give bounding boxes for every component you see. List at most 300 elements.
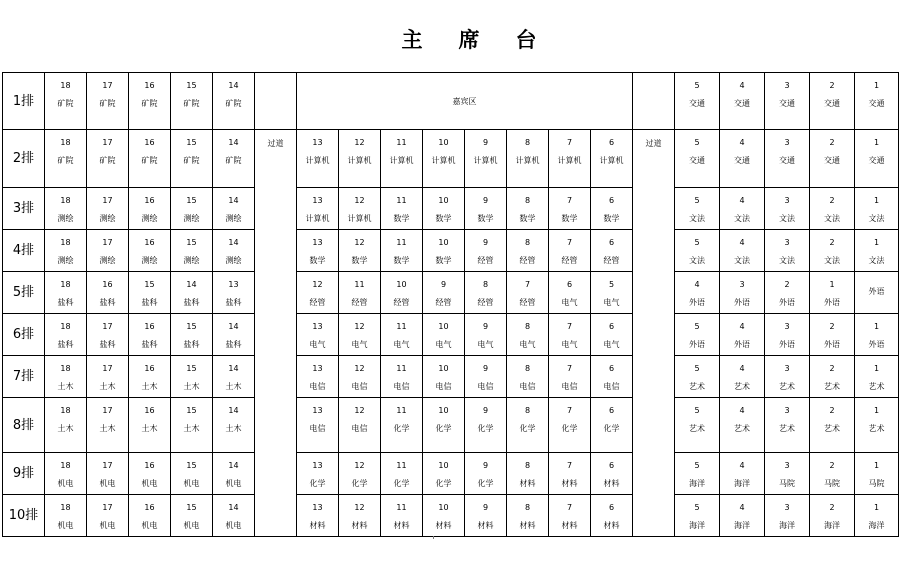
seat-cell (423, 356, 465, 398)
seat-cell (855, 495, 899, 537)
seat-cell (213, 188, 255, 230)
seat-number: 7 (566, 238, 573, 247)
row-label: 2排 (3, 130, 45, 188)
seat-cell (549, 230, 591, 272)
seat-cell (213, 398, 255, 453)
seat-number: 3 (784, 81, 790, 90)
seat-cell (381, 230, 423, 272)
seat-department: 交通 (734, 99, 750, 108)
seat-number: 2 (829, 238, 835, 247)
seat-department: 计算机 (347, 156, 372, 165)
seat-department: 海洋 (689, 479, 705, 488)
seat-department: 电气 (477, 340, 494, 349)
seat-department: 盐科 (183, 298, 200, 307)
seat-cell (297, 356, 339, 398)
seat-cell (45, 272, 87, 314)
seat-cell (810, 73, 855, 130)
seat-cell (381, 272, 423, 314)
seat-department: 矿院 (183, 156, 200, 165)
seat-number: 9 (440, 280, 447, 289)
seat-number: 6 (608, 238, 615, 247)
seat-department: 外语 (779, 340, 795, 349)
seat-department: 计算机 (305, 156, 330, 165)
seat-number: 9 (482, 503, 489, 512)
seat-cell (810, 272, 855, 314)
seat-number: 4 (739, 322, 745, 331)
seat-number: 8 (524, 138, 531, 147)
seat-number: 18 (60, 503, 71, 512)
seat-number: 6 (608, 322, 615, 331)
seat-number: 4 (739, 138, 745, 147)
seat-number: 16 (144, 503, 155, 512)
seat-department: 盐科 (99, 340, 116, 349)
seat-cell (297, 314, 339, 356)
seat-number: 10 (438, 364, 449, 373)
seat-cell (213, 272, 255, 314)
seat-cell (765, 73, 810, 130)
seat-department: 土木 (99, 424, 116, 433)
seat-department: 计算机 (305, 214, 330, 223)
seat-department: 化学 (393, 424, 410, 433)
seat-cell (129, 314, 171, 356)
seat-department: 交通 (779, 156, 795, 165)
seat-cell (765, 188, 810, 230)
seat-cell (87, 188, 129, 230)
seat-cell (855, 453, 899, 495)
seat-cell (297, 453, 339, 495)
seat-number: 4 (739, 196, 745, 205)
seat-department: 计算机 (515, 156, 540, 165)
seat-department: 外语 (734, 340, 750, 349)
row-label: 10排 (3, 495, 45, 537)
seat-number: 2 (784, 280, 790, 289)
seat-department: 外语 (824, 298, 840, 307)
seat-department: 经管 (519, 256, 536, 265)
seat-number: 3 (739, 280, 745, 289)
seat-number: 12 (354, 196, 365, 205)
seat-cell (465, 130, 507, 188)
seat-department: 盐科 (141, 298, 158, 307)
seat-department: 文法 (824, 256, 840, 265)
seat-cell (549, 398, 591, 453)
seat-row (3, 272, 899, 314)
seat-number: 5 (694, 406, 700, 415)
seat-department: 艺术 (734, 382, 750, 391)
seat-department: 机电 (183, 479, 200, 488)
seat-number: 14 (228, 138, 239, 147)
seat-cell (765, 356, 810, 398)
seat-number: 11 (396, 238, 407, 247)
seat-cell (129, 130, 171, 188)
seat-number: 3 (784, 503, 790, 512)
seat-cell (507, 314, 549, 356)
seat-number: 15 (186, 138, 197, 147)
seat-cell (675, 495, 720, 537)
seat-number: 17 (102, 503, 113, 512)
seat-number: 3 (784, 461, 790, 470)
seat-number: 13 (312, 238, 323, 247)
seat-number: 17 (102, 81, 113, 90)
seat-cell (675, 272, 720, 314)
seat-department: 测绘 (99, 214, 116, 223)
seat-cell (423, 314, 465, 356)
seat-department: 电信 (435, 382, 452, 391)
seat-number: 12 (354, 364, 365, 373)
seat-number: 8 (524, 406, 531, 415)
seat-cell (549, 314, 591, 356)
seat-department: 数学 (477, 214, 494, 223)
seat-department: 交通 (779, 99, 795, 108)
seat-cell (507, 130, 549, 188)
seat-cell (213, 453, 255, 495)
seating-chart (2, 72, 899, 537)
seat-cell (765, 314, 810, 356)
seat-cell (507, 453, 549, 495)
seat-department: 交通 (824, 156, 840, 165)
seat-department: 化学 (603, 424, 620, 433)
seat-cell (297, 495, 339, 537)
seat-department: 机电 (225, 479, 242, 488)
seat-cell (381, 356, 423, 398)
seat-department: 经管 (351, 298, 368, 307)
seat-number: 11 (396, 196, 407, 205)
seat-cell (549, 495, 591, 537)
seat-number: 15 (186, 322, 197, 331)
seat-number: 7 (566, 196, 573, 205)
seat-cell (339, 272, 381, 314)
seat-number: 12 (354, 406, 365, 415)
seat-department: 电气 (603, 340, 620, 349)
seat-cell (129, 398, 171, 453)
seat-row (3, 130, 899, 188)
seat-department: 盐科 (225, 298, 242, 307)
seat-department: 矿院 (225, 156, 242, 165)
seat-department: 材料 (519, 479, 536, 488)
seat-cell (87, 272, 129, 314)
seat-cell (339, 356, 381, 398)
seat-cell (381, 130, 423, 188)
seat-cell (381, 188, 423, 230)
seat-number: 2 (829, 81, 835, 90)
row-label: 9排 (3, 453, 45, 495)
seat-department: 测绘 (57, 256, 74, 265)
seat-department: 数学 (393, 214, 410, 223)
seat-number: 2 (829, 461, 835, 470)
seat-number: 8 (524, 503, 531, 512)
seat-number: 5 (694, 238, 700, 247)
seat-cell (297, 130, 339, 188)
seat-department: 材料 (309, 521, 326, 530)
row-label: 1排 (3, 73, 45, 130)
seat-department: 矿院 (225, 99, 242, 108)
seat-number: 13 (312, 461, 323, 470)
seat-department: 艺术 (824, 424, 840, 433)
seat-department: 数学 (435, 214, 452, 223)
seat-department: 海洋 (689, 521, 705, 530)
seat-number: 14 (228, 322, 239, 331)
seat-cell (720, 356, 765, 398)
seat-department: 测绘 (183, 256, 200, 265)
seat-department: 电气 (309, 340, 326, 349)
seat-number: 12 (312, 280, 323, 289)
seat-cell (810, 356, 855, 398)
seat-cell (339, 495, 381, 537)
seat-number: 4 (739, 81, 745, 90)
seat-cell (675, 314, 720, 356)
seat-department: 测绘 (141, 256, 158, 265)
seat-row (3, 314, 899, 356)
seat-number: 1 (873, 196, 880, 205)
seat-number: 6 (608, 503, 615, 512)
seat-department: 机电 (141, 479, 158, 488)
seat-department: 测绘 (183, 214, 200, 223)
seat-number: 2 (829, 196, 835, 205)
seat-department: 土木 (57, 382, 74, 391)
seat-number: 1 (873, 322, 880, 331)
seat-department: 矿院 (183, 99, 200, 108)
seat-number: 9 (482, 322, 489, 331)
seat-department: 经管 (309, 298, 326, 307)
seat-cell (171, 314, 213, 356)
seat-cell (810, 314, 855, 356)
seat-number: 13 (312, 406, 323, 415)
seat-department: 电信 (309, 424, 326, 433)
seat-department: 文法 (868, 214, 885, 223)
seat-number: 15 (186, 406, 197, 415)
seat-number: 16 (144, 238, 155, 247)
seat-number: 7 (524, 280, 531, 289)
seat-cell (591, 398, 633, 453)
seat-department: 土木 (183, 382, 200, 391)
seat-department: 艺术 (779, 382, 795, 391)
seat-number: 14 (228, 461, 239, 470)
seat-cell (720, 73, 765, 130)
seat-cell (171, 495, 213, 537)
seat-cell (507, 230, 549, 272)
seat-department: 电气 (435, 340, 452, 349)
seat-number: 7 (566, 406, 573, 415)
seat-department: 计算机 (473, 156, 498, 165)
seat-cell (855, 130, 899, 188)
page-mark (433, 536, 434, 539)
seat-department: 化学 (477, 479, 494, 488)
seat-number: 12 (354, 138, 365, 147)
row-label: 8排 (3, 398, 45, 453)
seat-number: 2 (829, 406, 835, 415)
seat-department: 艺术 (689, 424, 705, 433)
seat-number: 9 (482, 196, 489, 205)
seat-number: 17 (102, 322, 113, 331)
seat-number: 8 (524, 196, 531, 205)
seat-department: 电信 (477, 382, 494, 391)
seat-department: 计算机 (557, 156, 582, 165)
seat-cell (45, 230, 87, 272)
seat-number: 1 (873, 238, 880, 247)
seat-number: 5 (694, 503, 700, 512)
seat-department: 文法 (779, 214, 795, 223)
seat-cell (810, 398, 855, 453)
seat-cell (129, 453, 171, 495)
seat-cell (765, 453, 810, 495)
seat-cell (129, 495, 171, 537)
seat-number: 4 (739, 461, 745, 470)
seat-row (3, 188, 899, 230)
seat-number: 11 (396, 461, 407, 470)
seat-department: 数学 (351, 256, 368, 265)
seat-department: 计算机 (347, 214, 372, 223)
seat-cell (591, 272, 633, 314)
seat-number: 5 (694, 322, 700, 331)
seat-department: 测绘 (225, 214, 242, 223)
seat-number: 4 (739, 238, 745, 247)
seat-cell (720, 398, 765, 453)
seat-cell (45, 453, 87, 495)
seat-number: 1 (873, 406, 880, 415)
seat-cell (87, 130, 129, 188)
page-title: 主席台 (401, 28, 573, 52)
seat-department: 马院 (779, 479, 795, 488)
seat-cell (591, 495, 633, 537)
seat-cell (591, 230, 633, 272)
seat-number: 7 (566, 138, 573, 147)
seat-department: 交通 (824, 99, 840, 108)
seat-number: 3 (784, 196, 790, 205)
seat-number: 16 (144, 406, 155, 415)
row-label: 6排 (3, 314, 45, 356)
seat-number: 8 (524, 364, 531, 373)
seat-cell (855, 398, 899, 453)
seat-row (3, 356, 899, 398)
seat-number: 10 (438, 503, 449, 512)
seat-cell (213, 130, 255, 188)
seat-cell (720, 495, 765, 537)
seat-number: 16 (144, 81, 155, 90)
seat-number: 8 (524, 461, 531, 470)
seat-cell (381, 398, 423, 453)
seat-cell (87, 495, 129, 537)
seat-cell (213, 356, 255, 398)
seat-number: 18 (60, 406, 71, 415)
seat-department: 电信 (351, 382, 368, 391)
seat-number: 3 (784, 364, 790, 373)
seat-number: 17 (102, 196, 113, 205)
seat-department: 文法 (824, 214, 840, 223)
seat-cell (423, 398, 465, 453)
seat-number: 10 (438, 138, 449, 147)
seat-cell (87, 453, 129, 495)
seat-cell (549, 272, 591, 314)
seat-number: 8 (482, 280, 489, 289)
seat-number: 10 (396, 280, 407, 289)
seat-number: 6 (608, 461, 615, 470)
seat-number: 13 (228, 280, 239, 289)
seat-cell (297, 272, 339, 314)
seat-department: 机电 (225, 521, 242, 530)
seat-number: 5 (694, 461, 700, 470)
seat-department: 经管 (477, 256, 494, 265)
seat-cell (810, 230, 855, 272)
seat-cell (765, 398, 810, 453)
seat-number: 5 (694, 196, 700, 205)
seat-department: 文法 (779, 256, 795, 265)
seat-cell (675, 130, 720, 188)
seat-cell (675, 188, 720, 230)
seat-number: 11 (396, 322, 407, 331)
seat-department: 矿院 (99, 156, 116, 165)
seat-cell (129, 230, 171, 272)
seat-department: 艺术 (868, 424, 885, 433)
seat-number: 14 (228, 503, 239, 512)
seat-cell (591, 314, 633, 356)
seat-number: 18 (60, 280, 71, 289)
seat-number: 3 (784, 322, 790, 331)
seat-number: 10 (438, 322, 449, 331)
seat-department: 经管 (561, 256, 578, 265)
seat-cell (810, 188, 855, 230)
seat-department: 矿院 (141, 156, 158, 165)
seat-cell (765, 495, 810, 537)
seat-cell (339, 398, 381, 453)
seat-cell (171, 230, 213, 272)
seat-number: 17 (102, 364, 113, 373)
seat-department: 外语 (689, 340, 705, 349)
seat-cell (423, 453, 465, 495)
seat-department: 经管 (393, 298, 410, 307)
seat-cell (855, 230, 899, 272)
seat-department: 矿院 (141, 99, 158, 108)
seat-department: 化学 (309, 479, 326, 488)
seat-cell (213, 495, 255, 537)
seat-cell (675, 453, 720, 495)
seat-department: 机电 (57, 521, 74, 530)
seat-department: 机电 (141, 521, 158, 530)
seat-number: 5 (694, 81, 700, 90)
seat-department: 土木 (183, 424, 200, 433)
seat-number: 15 (144, 280, 155, 289)
seat-cell (45, 356, 87, 398)
seat-number: 16 (144, 322, 155, 331)
seat-department: 测绘 (99, 256, 116, 265)
seat-department: 文法 (689, 256, 705, 265)
seat-cell (549, 356, 591, 398)
seat-department: 材料 (351, 521, 368, 530)
seat-number: 11 (396, 138, 407, 147)
seat-cell (381, 495, 423, 537)
seat-cell (855, 356, 899, 398)
seat-department: 外语 (868, 287, 885, 296)
seat-cell (720, 130, 765, 188)
seat-cell (171, 73, 213, 130)
seat-number: 14 (228, 81, 239, 90)
row-label: 3排 (3, 188, 45, 230)
seat-cell (339, 230, 381, 272)
seat-department: 机电 (183, 521, 200, 530)
seat-cell (297, 188, 339, 230)
seat-number: 7 (566, 322, 573, 331)
seat-cell (465, 495, 507, 537)
seat-cell (765, 230, 810, 272)
seat-number: 11 (396, 364, 407, 373)
seat-department: 盐科 (225, 340, 242, 349)
seat-department: 外语 (689, 298, 705, 307)
seat-number: 7 (566, 461, 573, 470)
seat-number: 6 (608, 138, 615, 147)
seat-cell (423, 188, 465, 230)
seat-department: 机电 (57, 479, 74, 488)
seat-number: 15 (186, 503, 197, 512)
seat-number: 3 (784, 238, 790, 247)
seat-number: 15 (186, 461, 197, 470)
